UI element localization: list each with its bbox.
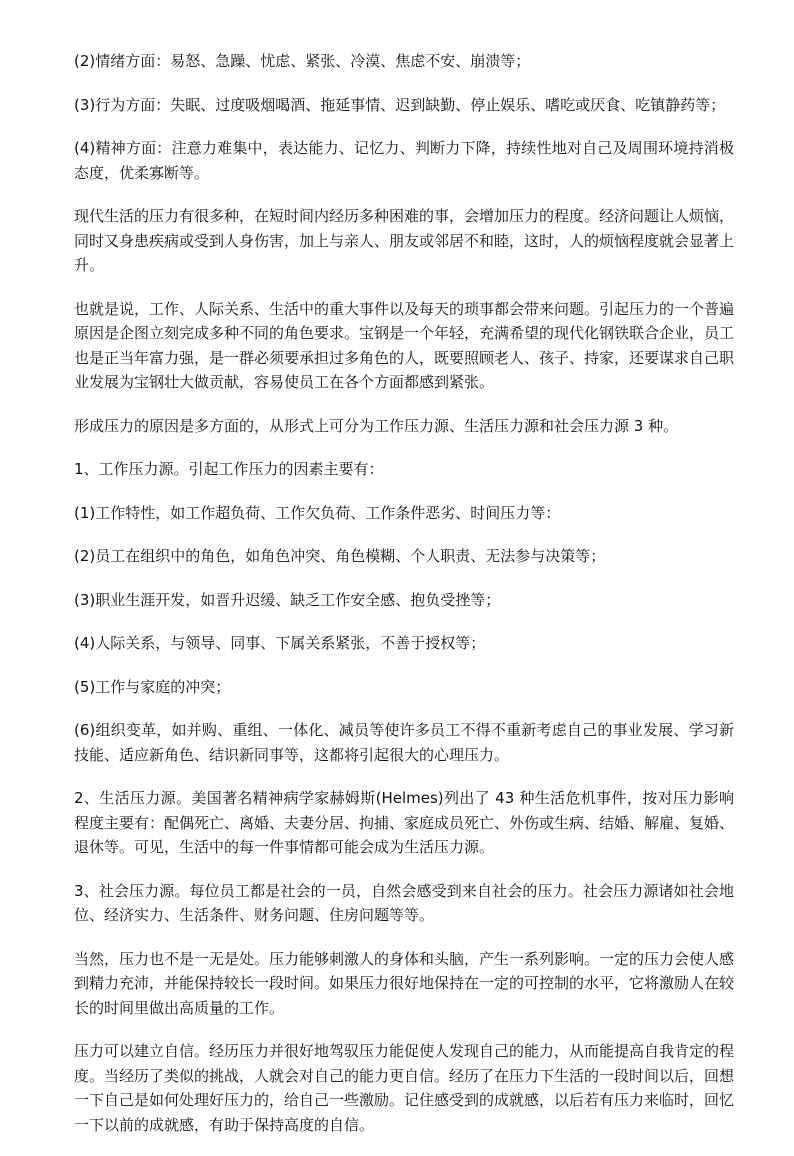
paragraph-work-item-4: (4)人际关系，与领导、同事、下属关系紧张，不善于授权等；: [74, 634, 486, 652]
paragraph-behavior: (3)行为方面：失眠、过度吸烟喝酒、拖延事情、迟到缺勤、停止娱乐、嗜吃或厌食、吃镇静药等；: [74, 95, 726, 114]
paragraph-social-source: 3、社会压力源。每位员工都是社会的一员，自然会感受到来自社会的压力。社会压力源诸如社会地位、经济实力、生活条件、财务问题、住房问题等等。: [74, 881, 734, 924]
paragraph-confidence: 压力可以建立自信。经历压力并很好地驾驭压力能促使人发现自己的能力，从而能提高自我肯定的程度。当经历了类似的挑战，人就会对自己的能力更自信。经历了在压力下生活的一段时间以后，回想一下自己是如何处理好压力的，给自己一些激励。记住感受到的成就感，以后若有压力来临时，回忆一下以前的成就感，有助于保持高度的自信。: [74, 1042, 735, 1134]
paragraph-positive-pressure: 当然，压力也不是一无是处。压力能够刺激人的身体和头脑，产生一系列影响。一定的压力会使人感到精力充沛，并能保持较长一段时间。如果压力很好地保持在一定的可控制的水平，它将激励人在较长的时间里做出高质量的工作。: [74, 949, 735, 1017]
paragraph-sources-intro: 形成压力的原因是多方面的，从形式上可分为工作压力源、生活压力源和社会压力源 3 种。: [74, 416, 679, 435]
paragraph-emotion: (2)情绪方面：易怒、急躁、忧虑、紧张、冷漠、焦虑不安、崩溃等；: [74, 52, 531, 70]
paragraph-modern-life: 现代生活的压力有很多种，在短时间内经历多种困难的事，会增加压力的程度。经济问题让人烦恼，同时又身患疾病或受到人身伤害，加上与亲人、朋友或邻居不和睦，这时，人的烦恼程度就会显著上升。: [74, 207, 735, 274]
paragraph-work-item-1: (1)工作特性，如工作超负荷、工作欠负荷、工作条件恶劣、时间压力等：: [74, 503, 561, 522]
paragraph-mental: (4)精神方面：注意力难集中，表达能力、记忆力、判断力下降，持续性地对自己及周围环境持消极态度，优柔寡断等。: [74, 139, 734, 182]
document-body: [74, 49, 734, 1156]
paragraph-work-item-6: (6)组织变革，如并购、重组、一体化、减员等使许多员工不得不重新考虑自己的事业发展、学习新技能、适应新角色、结识新同事等，这都将引起很大的心理压力。: [74, 721, 734, 764]
paragraph-life-source: 2、生活压力源。美国著名精神病学家赫姆斯(Helmes)列出了 43 种生活危机事件，按对压力影响程度主要有：配偶死亡、离婚、夫妻分居、拘捕、家庭成员死亡、外伤或生病、结婚、解雇、复婚、退休等。可见，生活中的每一件事情都可能会成为生活压力源。: [74, 789, 735, 856]
paragraph-work-item-3: (3)职业生涯开发，如晋升迟缓、缺乏工作安全感、抱负受挫等；: [74, 590, 501, 609]
paragraph-work-source: 1、工作压力源。引起工作压力的因素主要有：: [74, 460, 384, 478]
paragraph-work-item-2: (2)员工在组织中的角色，如角色冲突、角色模糊、个人职责、无法参与决策等；: [74, 547, 606, 565]
paragraph-roles: 也就是说，工作、人际关系、生活中的重大事件以及每天的琐事都会带来问题。引起压力的一个普遍原因是企图立刻完成多种不同的角色要求。宝钢是一个年轻，充满希望的现代化钢铁联合企业，员工也是正当年富力强，是一群必须要承担过多角色的人，既要照顾老人、孩子、持家，还要谋求自己职业发展为宝钢壮大做贡献，容易使员工在各个方面都感到紧张。: [74, 299, 735, 391]
paragraph-work-item-5: (5)工作与家庭的冲突；: [74, 677, 231, 696]
